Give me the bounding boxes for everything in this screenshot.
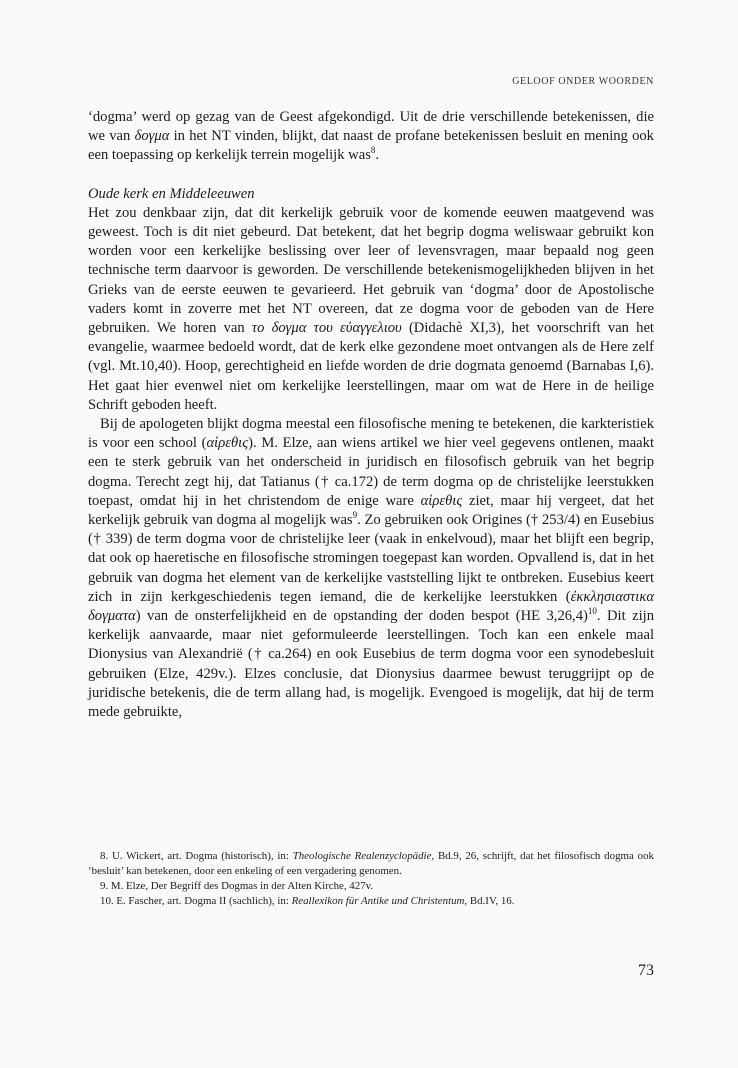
footnote-10: 10. E. Fascher, art. Dogma II (sachlich), in: Reallexikon für Antike und Christentum, Bd.IV, 16. bbox=[100, 895, 515, 907]
greek-term: το δογμα του εὐαγγελιου bbox=[251, 320, 402, 337]
running-header: GELOOF ONDER WOORDEN bbox=[512, 76, 654, 87]
footnote-8: 8. U. Wickert, art. Dogma (historisch), in: Theologische Realenzyclopädie, Bd.9, 26, schrijft, dat het filosofisch dogma ook ‘besluit’ kan betekenen, door een enkeling of een vergadering genomen. bbox=[88, 850, 654, 877]
footnotes bbox=[88, 849, 654, 909]
paragraph-3: Bij de apologeten blijkt dogma meestal een filosofische mening te betekenen, die karkteristiek is voor een school (αἱρεθις). M. Elze, aan wiens artikel we hier veel gegevens ontlenen, maakt een te sterk gebruik van het onderscheid in juridisch en filosofisch gebruik van het begrip dogma. Terecht zegt hij, dat Tatianus († ca.172) de term dogma op de christelijke leerstukken toepast, omdat hij in het christendom de enige ware αἱρεθις ziet, maar hij vergeet, dat het kerkelijk gebruik van dogma al mogelijk was$^9$. Zo gebruiken ook Origines († 253/4) en Eusebius († 339) de term dogma voor de christelijke leer (vaak in enkelvoud), maar het blijft een begrip, dat ook op haeretische en filosofische stromingen toegepast kan worden. Opvallend is, dat in het gebruik van dogma het element van de kerkelijke vaststelling lijkt te ontbreken. Eusebius keert zich in zijn kerkgeschiedenis tegen iemand, die de kerkelijke leerstukken (ἐκκλησιαστικα δογματα) van de onsterfelijkheid en de opstanding der doden bespot (HE 3,26,4)$^{10}$. Dit zijn kerkelijk aanvaarde, maar niet geformuleerde leerstellingen. Toch kan een enkele maal Dionysius van Alexandrië († ca.264) en ook Eusebius de term dogma voor een synodebesluit gebruiken (Elze, 429v.). Elzes conclusie, dat Dionysius daarmee bewust teruggrijpt op de juridische betekenis, die de term allang had, is mogelijk. Evengoed is mogelijk, dat hij de term mede gebruikte, bbox=[88, 416, 655, 721]
paragraph-1: ‘dogma’ werd op gezag van de Geest afgekondigd. Uit de drie verschillende betekenissen, die we van δογμα in het NT vinden, blijkt, dat naast de profane betekenissen besluit en mening ook een toepassing op kerkelijk terrein mogelijk was$^8$. bbox=[88, 109, 654, 164]
page-number: 73 bbox=[638, 962, 654, 979]
greek-term: αἱρεθις bbox=[420, 492, 463, 509]
greek-term: ἐκκλησιαστικα δογματα bbox=[88, 588, 654, 625]
footnote-ref-9: 9 bbox=[352, 510, 358, 521]
greek-term: αἱρεθις bbox=[206, 435, 249, 452]
footnote-9: 9. M. Elze, Der Begriff des Dogmas in der Alten Kirche, 427v. bbox=[100, 880, 374, 892]
footnote-ref-8: 8 bbox=[370, 145, 376, 156]
greek-term: δογμα bbox=[134, 128, 170, 145]
paragraph-2: Het zou denkbaar zijn, dat dit kerkelijk gebruik voor de komende eeuwen maatgevend was geweest. Toch is dit niet gebeurd. Dat betekent, dat het begrip dogma weliswaar gebruikt kon worden voor een kerkelijke beslissing over leer of levensvragen, maar bepaald nog geen technische term daarvoor is geworden. De verschillende betekenismogelijkheden blijven in het Grieks van de eerste eeuwen te gevarieerd. Het gebruik van ‘dogma’ door de Apostolische vaders komt in zoverre met het NT overeen, dat ze dogma voor de geboden van de Here gebruiken. We horen van το δογμα του εὐαγγελιου (Didachè XI,3), het voorschrift van het evangelie, waarmee bedoeld wordt, dat de kerk elke gezondene moet ontvangen als de Here zelf (vgl. Mt.10,40). Hoop, gerechtigheid en liefde worden de drie dogmata genoemd (Barnabas I,6). Het gaat hier evenwel niet om kerkelijke leerstellingen, maar om wat de Here in de heilige Schrift geboden heeft. bbox=[88, 204, 654, 413]
section-heading: Oude kerk en Middeleeuwen bbox=[88, 185, 255, 202]
body-text bbox=[88, 108, 654, 722]
footnote-ref-10: 10 bbox=[587, 606, 597, 617]
